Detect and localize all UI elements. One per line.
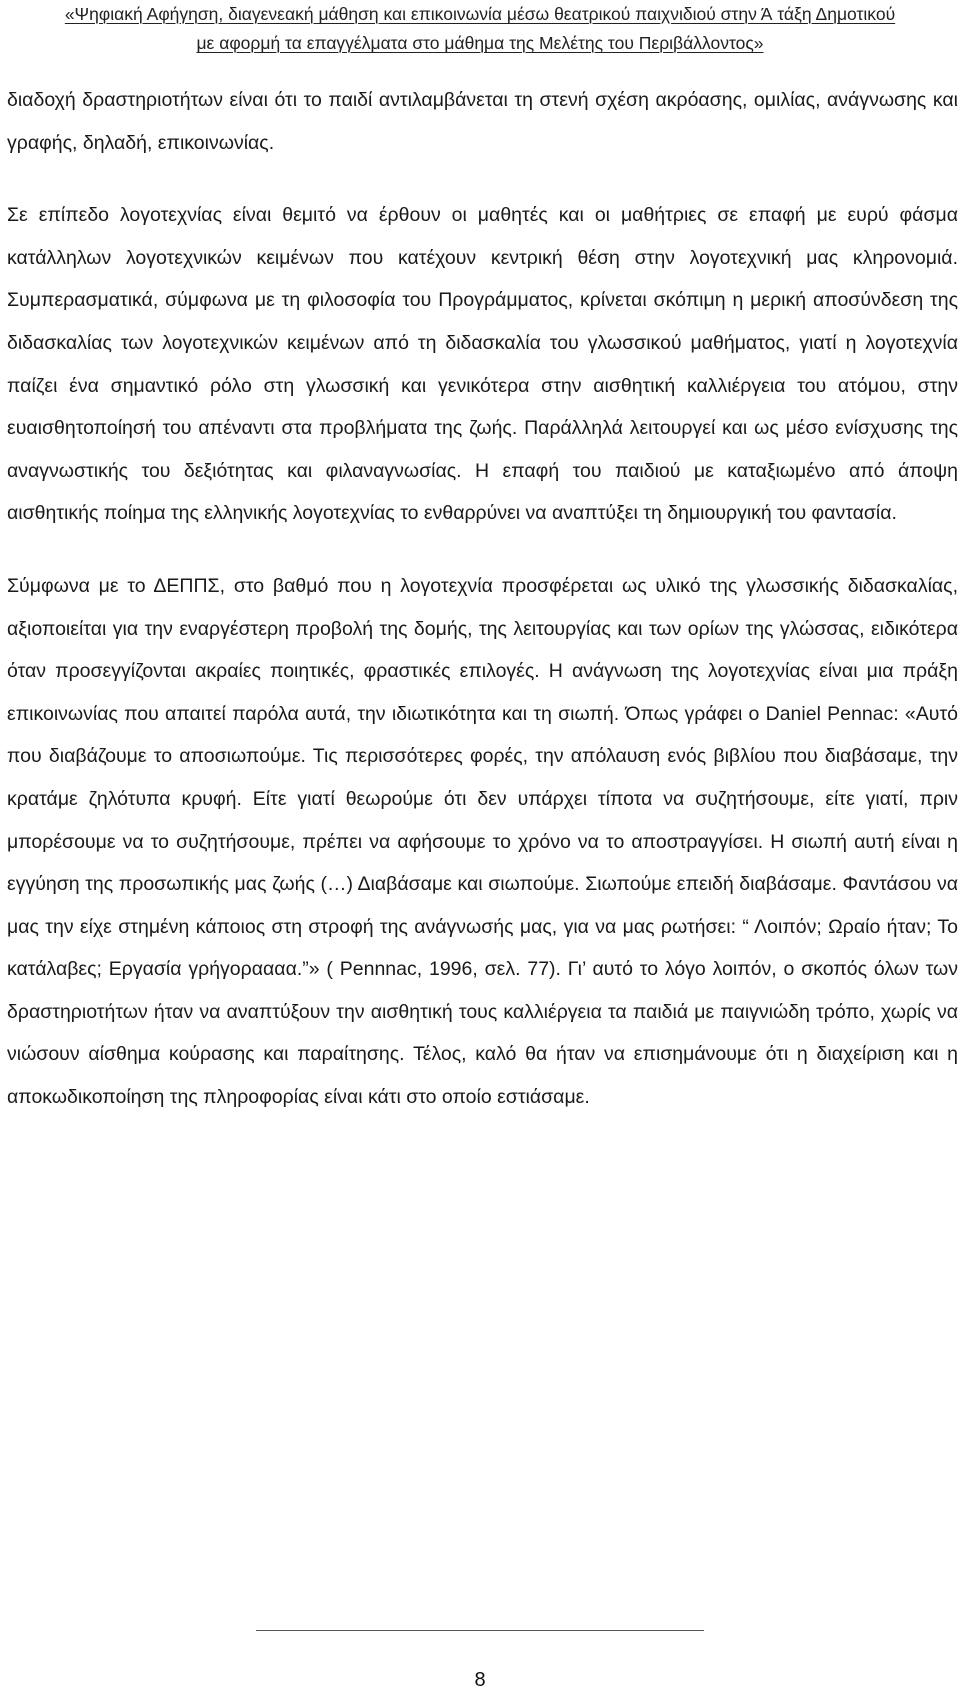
header-title-line-1: «Ψηφιακή Αφήγηση, διαγενεακή μάθηση και επικοινωνία μέσω θεατρικού παιχνιδιού στην Ά τάξη Δημοτικού: [64, 4, 896, 24]
paragraph-depps-pennac: Σύμφωνα με το ΔΕΠΠΣ, στο βαθμό που η λογοτεχνία προσφέρεται ως υλικό της γλωσσικής διδασκαλίας, αξιοποιείται για την εναργέστερη προβολή της δομής, της λειτουργίας και των ορίων της γλώσσας, ειδικότερα όταν προσεγγίζονται ακραίες ποιητικές, φραστικές επιλογές. Η ανάγνωση της λογοτεχνίας είναι μια πράξη επικοινωνίας που απαιτεί παρόλα αυτά, την ιδιωτικότητα και τη σιωπή. Όπως γράφει ο Daniel Pennac: «Αυτό που διαβάζουμε το αποσιωπούμε. Τις περισσότερες φορές, την απόλαυση ενός βιβλίου που διαβάσαμε, την κρατάμε ζηλότυπα κρυφή. Είτε γιατί θεωρούμε ότι δεν υπάρχει τίποτα να συζητήσουμε, είτε γιατί, πριν μπορέσουμε να το συζητήσουμε, πρέπει να αφήσουμε το χρόνο να το αποστραγγίσει. Η σιωπή αυτή είναι η εγγύηση της προσωπικής μας ζωής (…) Διαβάσαμε και σιωπούμε. Σιωπούμε επειδή διαβάσαμε. Φαντάσου να μας την είχε στημένη κάποιος στη στροφή της ανάγνωσής μας, για να μας ρωτήσει: “ Λοιπόν; Ωραίο ήταν; Το κατάλαβες; Εργασία γρήγοραααα.”» ( Pennnac, 1996, σελ. 77). Γι’ αυτό το λόγο λοιπόν, ο σκοπός όλων των δραστηριοτήτων ήταν να αναπτύξουν την αισθητική τους καλλιέργεια τα παιδιά με παιγνιώδη τρόπο, χωρίς να νιώσουν αίσθημα κούρασης και παραίτησης. Τέλος, καλό θα ήταν να επισημάνουμε ότι η διαχείριση και η αποκωδικοποίηση της πληροφορίας είναι κάτι στο οποίο εστιάσαμε.: [7, 574, 958, 1109]
running-header: [0, 0, 960, 58]
header-title-line-2: με αφορμή τα επαγγέλματα στο μάθημα της Μελέτης του Περιβάλλοντος»: [196, 33, 764, 53]
page-number: 8: [474, 1669, 486, 1691]
footer-divider: [256, 1630, 704, 1631]
body-text: [7, 79, 958, 1119]
paragraph-literature: Σε επίπεδο λογοτεχνίας είναι θεμιτό να έρθουν οι μαθητές και οι μαθήτριες σε επαφή με ευρύ φάσμα κατάλληλων λογοτεχνικών κειμένων που κατέχουν κεντρική θέση στην λογοτεχνική μας κληρονομιά. Συμπερασματικά, σύμφωνα με τη φιλοσοφία του Προγράμματος, κρίνεται σκόπιμη η μερική αποσύνδεση της διδασκαλίας των λογοτεχνικών κειμένων από τη διδασκαλία του γλωσσικού μαθήματος, γιατί η λογοτεχνία παίζει ένα σημαντικό ρόλο στη γλωσσική και γενικότερα στην αισθητική καλλιέργεια του ατόμου, στην ευαισθητοποίησή του απέναντι στα προβλήματα της ζωής. Παράλληλά λειτουργεί και ως μέσο ενίσχυσης της αναγνωστικής του δεξιότητας και φιλαναγνωσίας. Η επαφή του παιδιού με καταξιωμένο από άποψη αισθητικής ποίημα της ελληνικής λογοτεχνίας το ενθαρρύνει να αναπτύξει τη δημιουργική του φαντασία.: [7, 204, 958, 525]
paragraph-continuation: διαδοχή δραστηριοτήτων είναι ότι το παιδί αντιλαμβάνεται τη στενή σχέση ακρόασης, ομιλίας, ανάγνωσης και γραφής, δηλαδή, επικοινωνίας.: [7, 89, 958, 154]
